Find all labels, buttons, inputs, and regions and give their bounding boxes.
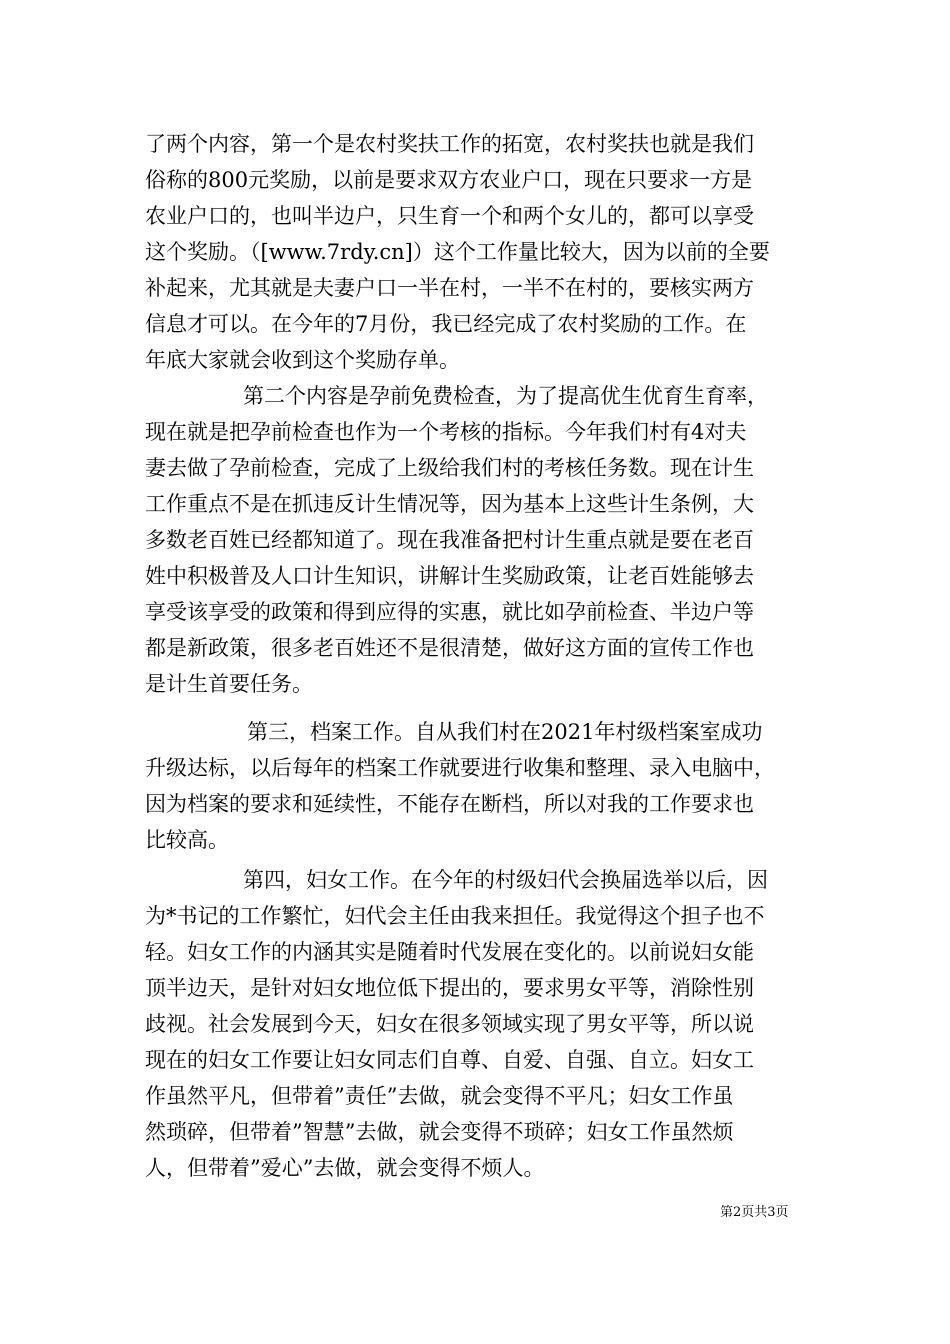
text-line: 人，但带着”爱心”去做，就会变得不烦人。 [145,1156,545,1180]
text-line: 升级达标，以后每年的档案工作就要进行收集和整理、录入电脑中， [145,756,775,780]
text-line: 第三，档案工作。自从我们村在2021年村级档案室成功 [247,720,763,744]
text-line: 多数老百姓已经都知道了。现在我准备把村计生重点就是要在老百 [145,528,754,552]
text-line: 享受该享受的政策和得到应得的实惠，就比如孕前检查、半边户等 [145,600,754,624]
text-line: 比较高。 [145,828,229,852]
text-line: 歧视。社会发展到今天，妇女在很多领域实现了男女平等，所以说 [145,1012,754,1036]
text-line: 然琐碎，但带着”智慧”去做，就会变得不琐碎；妇女工作虽然烦 [145,1120,734,1144]
text-line: 轻。妇女工作的内涵其实是随着时代发展在变化的。以前说妇女能 [145,940,754,964]
text-line: 信息才可以。在今年的7月份，我已经完成了农村奖励的工作。在 [145,312,747,336]
text-line: 现在的妇女工作要让妇女同志们自尊、自爱、自强、自立。妇女工 [145,1048,754,1072]
text-line: 作虽然平凡，但带着”责任”去做，就会变得不平凡；妇女工作虽 [145,1084,734,1108]
text-line: 这个奖励。（[www.7rdy.cn]）这个工作量比较大，因为以前的全要 [145,240,770,264]
text-line: 为*书记的工作繁忙，妇代会主任由我来担任。我觉得这个担子也不 [145,904,765,928]
text-line: 是计生首要任务。 [145,672,313,696]
text-line: 工作重点不是在抓违反计生情况等，因为基本上这些计生条例，大 [145,492,754,516]
text-line: 第四，妇女工作。在今年的村级妇代会换届选举以后，因 [243,868,768,892]
text-line: 了两个内容，第一个是农村奖扶工作的拓宽，农村奖扶也就是我们 [145,132,754,156]
text-line: 第二个内容是孕前免费检查，为了提高优生优育生育率， [243,384,768,408]
text-line: 现在就是把孕前检查也作为一个考核的指标。今年我们村有4对夫 [145,420,747,444]
text-line: 顶半边天，是针对妇女地位低下提出的，要求男女平等，消除性别 [145,976,754,1000]
text-line: 都是新政策，很多老百姓还不是很清楚，做好这方面的宣传工作也 [145,636,754,660]
text-line: 姓中积极普及人口计生知识，讲解计生奖励政策，让老百姓能够去 [145,564,754,588]
text-line: 补起来，尤其就是夫妻户口一半在村，一半不在村的，要核实两方 [145,276,754,300]
text-line: 俗称的800元奖励，以前是要求双方农业户口，现在只要求一方是 [145,168,753,192]
text-line: 妻去做了孕前检查，完成了上级给我们村的考核任务数。现在计生 [145,456,754,480]
text-line: 年底大家就会收到这个奖励存单。 [145,348,460,372]
text-line: 因为档案的要求和延续性，不能存在断档，所以对我的工作要求也 [145,792,754,816]
page-number: 第2页共3页 [720,1205,789,1220]
text-line: 农业户口的，也叫半边户，只生育一个和两个女儿的，都可以享受 [145,204,754,228]
